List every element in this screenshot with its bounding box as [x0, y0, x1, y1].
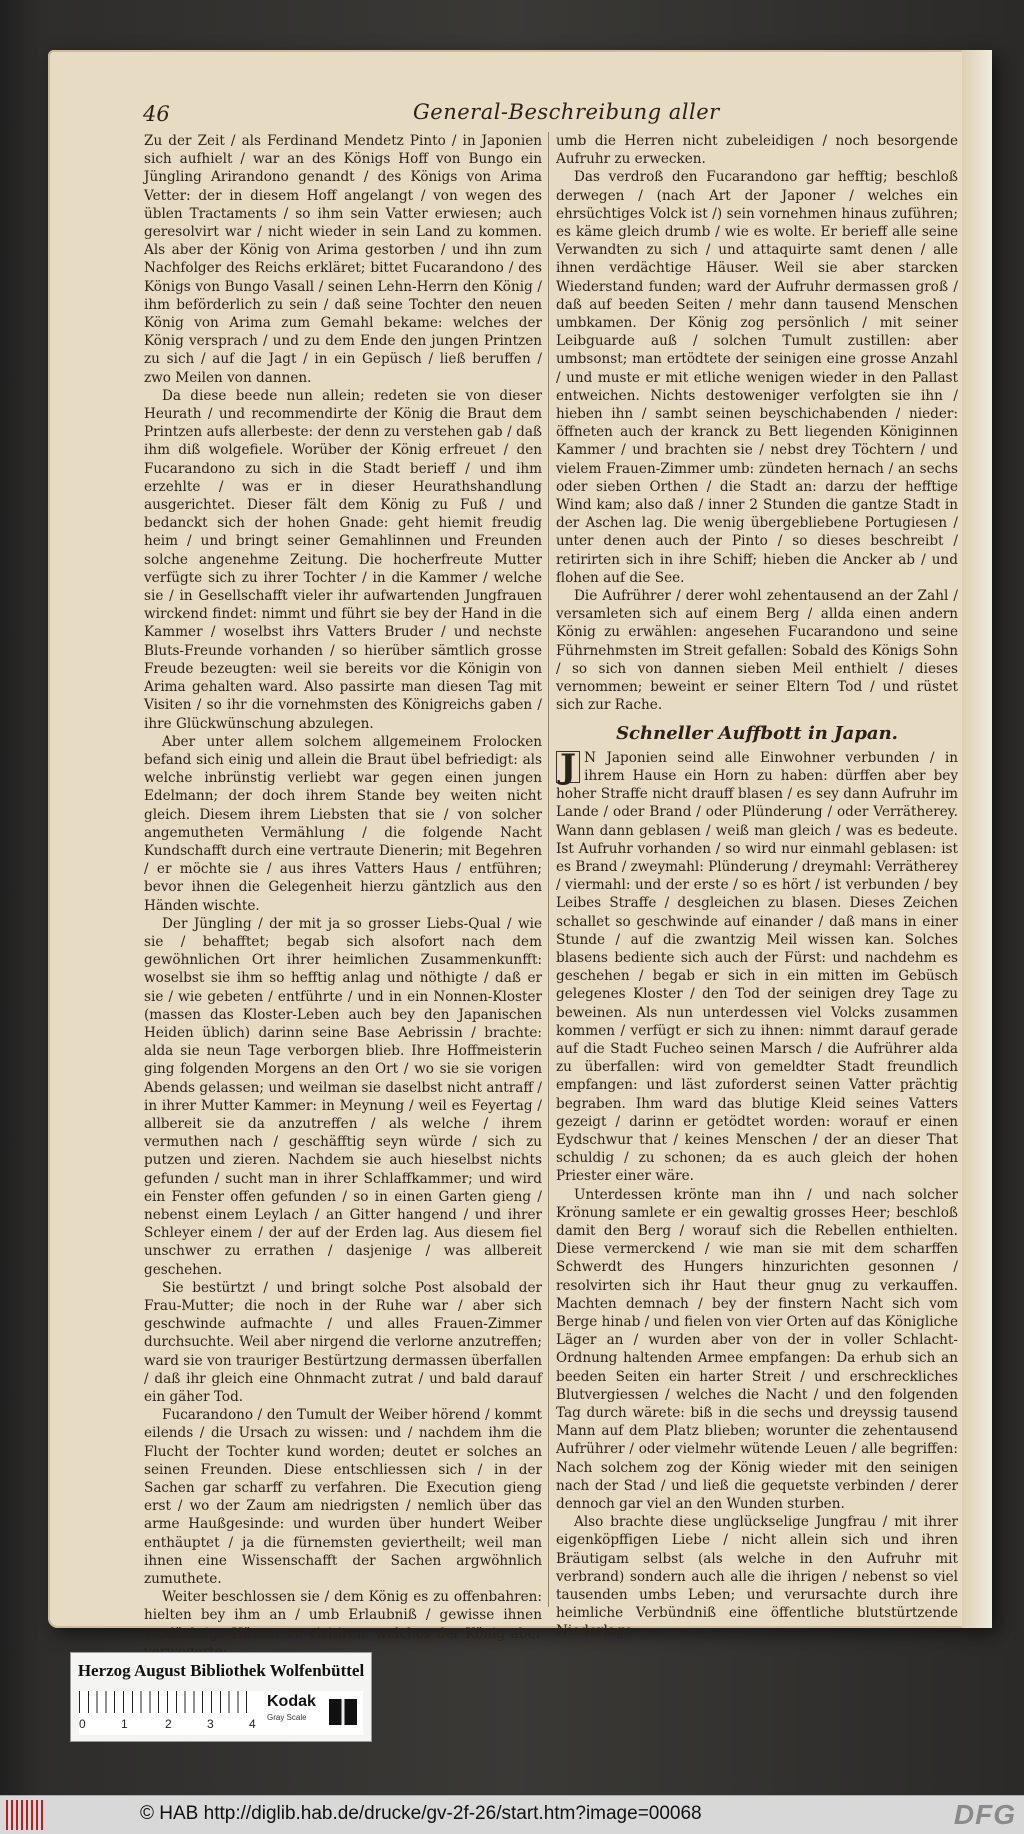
gray-patch: [329, 1699, 357, 1725]
column-divider: [548, 132, 549, 1607]
drop-cap: J: [556, 751, 580, 783]
right-column: [556, 132, 958, 1641]
paragraph: Zu der Zeit / als Ferdinand Mendetz Pinto / in Japonien sich aufhielt / war an des Königs Hoff von Bungo ein Jüngling Arirandono genandt / des Königs von Arima Vetter: der in diesem Hoff angelangt / von wegen des üblen Tractaments / so ihm sein Vatter erwiesen; auch geresolvirt war / nicht wieder in sein Land zu kommen. Als aber der König von Arima gestorben / und ihn zum Nachfolger des Reichs erkläret; bittet Fucarandono / des Königs von Bungo Vasall / seinen Lehn-Herrn den König / ihm beförderlich zu sein / daß seine Tochter den neuen König von Arima zum Gemahl bekame: welches der König versprach / und zu dem Ende den jungen Printzen zu sich / auf die Jagt / in ein Gepüsch / ließ beruffen / zwo Meilen von dannen.: [144, 133, 542, 386]
ruler-number: 2: [165, 1717, 172, 1731]
copyright-url[interactable]: © HAB http://diglib.hab.de/drucke/gv-2f-26/start.htm?image=00068: [140, 1803, 702, 1824]
ruler-ticks: [79, 1691, 255, 1713]
paragraph: Sie bestürtzt / und bringt solche Post alsobald der Frau-Mutter; die noch in der Ruhe war / aber sich geschwinde aufmachte / und alles Frauen-Zimmer durchsuchte. Weil aber nirgend die verlorne anzutreffen; ward sie von trauriger Bestürtzung dermassen überfallen / daß ihr gleich eine Ohnmacht zutrat / und bald darauf ein gäher Tod.: [144, 1279, 542, 1406]
paragraph: Aber unter allem solchem allgemeinem Frolocken befand sich einig und allein die Braut übel befriedigt: als welche inbrünstig verliebt war gegen einen jungen Edelmann; der doch ihrem Stande bey weiten nicht gleich. Diesem ihrem Liebsten that sie / von solcher angemutheten Vermählung / die folgende Nacht Kundschafft durch eine vertraute Dienerin; mit Begehren / er möchte sie / aus ihres Vatters Haus / entführen; bevor ihnen die Gelegenheit hierzu gäntzlich aus den Händen wischte.: [144, 733, 542, 914]
gray-scale-ruler: [79, 1691, 363, 1735]
ruler-number: 4: [249, 1717, 256, 1731]
dfg-logo: DFG: [953, 1799, 1016, 1830]
paragraph: Unterdessen krönte man ihn / und nach solcher Krönung samlete er ein gewaltig grosses Heer; beschloß damit den Berg / worauf sich die Rebellen enthielten. Diese vermerckend / wie man sie mit dem scharffen Schwerdt des Hungers hinzurichten gesonnen / resolvirten sich ihr Haut theur gnug zu verkauffen. Machten demnach / bey der finstern Nacht sich vom Berge hinab / und fielen von vier Orten auf das Königliche Läger an / wurden aber von der in voller Schlacht-Ordnung haltenden Armee empfangen: Da erhub sich an beeden Seiten ein harter Streit / und erschreckliches Blutvergiessen / welches die Nacht / und den folgenden Tag durch wärete: biß in die sechs und dreyssig tausend Mann auf dem Platz blieben; worunter die zehentausend Aufrührer / oder vielmehr wütende Leuen / alle begriffen: Nach solchem zog der König wieder mit den seinigen nach der Stad / und ließ die gequetste verbinden / derer dennoch gar viel an den Wunden sturben.: [556, 1186, 958, 1513]
running-title: General-Beschreibung aller: [413, 100, 720, 124]
paragraph: Weiter beschlossen sie / dem König es zu offenbahren: hielten bey ihm an / umb Erlaubniß / gewisse ihnen verdächtige Häuser zu visitiren: welches der König aber: [144, 1589, 542, 1642]
running-head: [143, 100, 953, 132]
paragraph-text: N Japonien seind alle Einwohner verbunden / in ihrem Hause ein Horn zu haben: dürffen aber bey hoher Straffe nicht drauff blasen / es sey dann Aufruhr im Lande / oder Brand / oder Plünderung / oder Verrätherey. Wann dann geblasen / weiß man gleich / was es bedeute. Ist Aufruhr vorhanden / so wird nur einmahl geblasen: ist es Brand / zweymahl: Plünderung / dreymahl: Verrätherey / viermahl: und der erste / so es hört / ist verbunden / bey Leibes Straffe / desgleichen zu blasen. Dieses Zeichen schallet so geschwinde auf einander / daß mans in einer Stunde / auf die zwantzig Meil wissen kan. Solches blasens bediente sich auch der Fürst: und nachdehm es geschehen / begab er sich in ein mitten im Gebüsch gelegenes Kloster / den Tod der seinigen drey Tage zu beweinen. Als nun unterdessen viel Volcks zusammen kommen / verfügt er sich zu ihnen: nimmt darauf gerade auf die Stadt Fuchео seinen Marsch / die Aufrührer alda zu überfallen: wird von gemeldter Stadt freundlich empfangen: und läst zuforderst seinen Vatter prächtig begraben. Ihm ward das blutige Kleid seines Vatters gezeigt / darinn er getödtet worden: worauf er einen Eydschwur that / keines Menschen / der an dieser That schuldig / zu schonen; da es auch gleich der hohen Priester einer wäre.: [556, 749, 958, 1185]
kodak-logo: Kodak: [267, 1693, 316, 1710]
ruler-number: 1: [121, 1717, 128, 1731]
ruler-number: 3: [207, 1717, 214, 1731]
paragraph: Da diese beede nun allein; redeten sie von dieser Heurath / und recommendirte der König die Braut dem Printzen aufs allerbeste: der denn zu verstehen gab / daß ihm diß wolgefiele. Worüber der König erfreuet / den Fucarandono zu sich in die Stadt berieff / und ihm erzehlte / was er in dieser Heurathshandlung ausgerichtet. Dieser fält dem König zu Fuß / und bedanckt sich der hohen Gnade: geht hiemit freudig heim / und bringt seiner Gemahlinnen und Freunden solche angenehme Zeitung. Die hocherfreute Mutter verfügte sich zu ihrer Tochter / in die Kammer / welche sie / in Gesellschafft vieler ihr aufwartenden Jungfrauen wirckend findet: nimmt und führt sie bey der Hand in die Kammer / woselbst ihrs Vatters Bruder / und nechste Bluts-Freunde vorhanden / so hierüber sämtlich grosse Freude bezeugten: weil sie bereits vor die Königin von Arima gehalten ward. Also passirte man diesen Tag mit Visiten / so ihr die vornehmsten des Königreichs gaben / ihre Glückwünschung abzulegen.: [144, 387, 542, 732]
paragraph: Fucarandono / den Tumult der Weiber hörend / kommt eilends / die Ursach zu wissen: und / nachdem ihm die Flucht der Tochter kund worden; deutet er solches an seinen Freunden. Diese entschliessen sich / in der Sachen gar scharff zu verfahren. Die Execution gieng erst / wo der Zaum am niedrigsten / nemlich über das arme Haußgesinde: und wurden über hundert Weiber enthäuptet / ja die fürnemsten geviertheilt; weil man ihnen eine Wissenschafft der Sachen argwöhnlich zumuthete.: [144, 1407, 542, 1588]
next-page-edge: [962, 50, 992, 1628]
library-name: Herzog August Bibliothek Wolfenbüttel: [77, 1661, 365, 1680]
barcode-icon: [6, 1800, 46, 1830]
paragraph: [556, 746, 958, 1186]
paragraph: Der Jüngling / der mit ja so grosser Liebs-Qual / wie sie / behafftet; begab sich alsofort nach dem gewöhnlichen Ort ihrer heimlichen Zusammenkunfft: woselbst sie ihm so hefftig anlag und nöthigte / daß er sie / wie gebeten / entführte / und in ein Nonnen-Kloster (massen das Kloster-Leben auch bey den Japanischen Heiden üblich) darinn seine Base Aebrissin / brachte: alda sie neun Tage verborgen blieb. Ihre Hoffmeisterin ging folgenden Morgens an den Ort / wo sie sie vorigen Abends gelassen; und weilman sie daselbst nicht antraff / in ihrer Mutter Kammer: in Meynung / weil es Feyertag / allbereit sie da anzutreffen / als welche / ihrem vermuthen nach / geschäfftig seyn würde / sich zu putzen und zieren. Nachdem sie auch hieselbst nichts gefunden / sucht man in ihrer Schlaffkammer; und wird ein Fenster offen gefunden / so in einen Garten gieng / nebenst einem Leylach / an Gitter hangend / und ihrer Schleyer einem / der auf der Erden lag. Aus diesem fiel unschwer zu errathen / dasjenige / was allbereit geschehen.: [144, 915, 542, 1278]
paragraph: Also brachte diese unglückselige Jungfrau / mit ihrer eigenköpffigen Liebe / nicht allein sich und ihren Bräutigam selbst (als welche in den Aufruhr mit verbrand) sondern auch alle die ihrigen / nebenst so viel tausenden umbs Leben; und verursachte durch ihre heimliche Verbündniß eine öffentliche blutstürtzende Niederlage.: [556, 1514, 958, 1640]
paragraph: Die Aufrührer / derer wohl zehentausend an der Zahl / versamleten sich auf einem Berg / allda einen andern König zu erwählen: angesehen Fucarandono und seine Führnehmsten im Streit gefallen: Sobald des Königs Sohn / so sich von dannen sieben Meil enthielt / dieses vernommen; beweint er seiner Eltern Tod / und rüstet sich zur Rache.: [556, 588, 958, 714]
left-column: [144, 132, 542, 1661]
footer-bar: [0, 1795, 1024, 1834]
ruler-number: 0: [79, 1717, 86, 1731]
gray-scale-label: Gray Scale: [267, 1713, 307, 1722]
paragraph: umb die Herren nicht zubeleidigen / noch besorgende Aufruhr zu erwecken.: [556, 133, 958, 168]
section-heading: Schneller Auffbott in Japan.: [616, 722, 898, 744]
book-page: [48, 50, 992, 1642]
paragraph: Das verdroß den Fucarandono gar hefftig; beschloß derwegen / (nach Art der Japoner / welches ein ehrsüchtiges Volck ist /) sein vornehmen hinaus zuführen; es käme gleich drumb / wie es wolte. Er berieff alle seine Verwandten zu sich / und attaquirte samt denen / alle ihnen verdächtige Häuser. Weil sie aber starcken Wiederstand funden; ward der Aufruhr dermassen groß / daß auf beeden Seiten / mehr dann tausend Menschen umbkamen. Der König zog persönlich / mit seiner Leibguarde auß / solchen Tumult zustillen: aber umbsonst; man ertödtete der seinigen eine grosse Anzahl / und muste er mit etliche wenigen wieder in den Pallast entweichen. Nichts destoweniger verfolgten sie ihn / hieben ihn / sambt seinen beyschichabenden / nieder: öffneten auch der kranck zu Bett liegenden Königinnen Kammer / und brachten sie / nebst drey Töchtern / und vielem Frauen-Zimmer umb: zündeten hernach / an sechs oder sieben Orthen / die Stadt an: darzu der hefftige Wind kam; also daß / inner 2 Stunden die gantze Stadt in der Aschen lag. Die wenig übergebliebene Portugiesen / unter denen auch der Pinto / so dieses beschreibt / retirirten sich in ihre Schiff; hieben die Ancker ab / und flohen auf die See.: [556, 169, 958, 586]
archive-color-card: [70, 1652, 372, 1742]
page-number: 46: [143, 102, 170, 126]
